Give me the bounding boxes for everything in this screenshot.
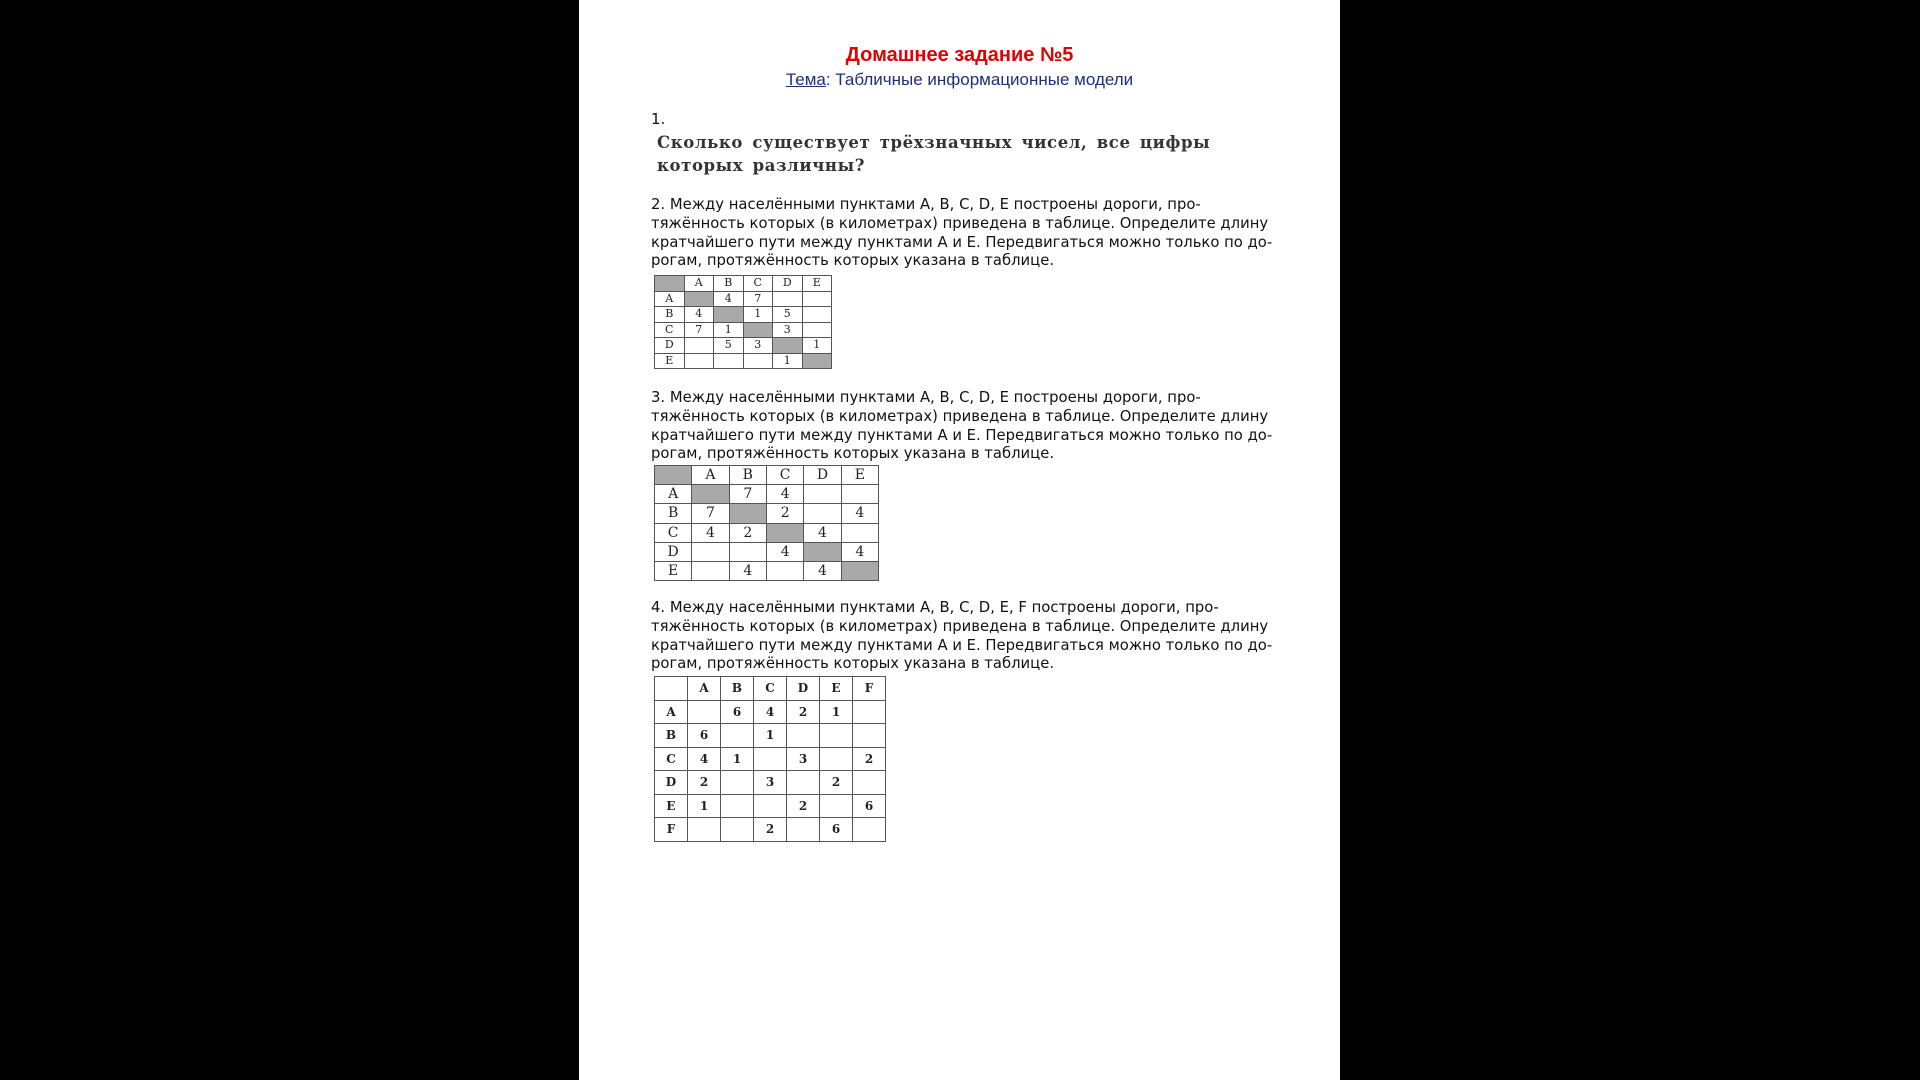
task2-line: рогам, протяжённость которых указана в таблице. — [651, 252, 1055, 270]
table-header-cell — [655, 466, 692, 485]
table-row-header: E — [655, 561, 692, 580]
task3-distance-table — [654, 465, 879, 581]
table-cell: 4 — [754, 700, 787, 724]
table-cell — [721, 818, 754, 842]
table-header-cell: A — [684, 276, 714, 292]
table-cell: 7 — [684, 322, 714, 338]
task1-text: Сколько существует трёхзначных чисел, все цифры которых различны? — [657, 133, 1211, 175]
table-cell — [684, 291, 714, 307]
table-row — [655, 724, 886, 748]
table-cell: 2 — [688, 771, 721, 795]
table-row-header: A — [655, 291, 685, 307]
table-cell — [729, 504, 766, 523]
table-row-header: A — [655, 485, 692, 504]
table-cell: 4 — [804, 523, 841, 542]
table-cell: 4 — [688, 747, 721, 771]
table-cell: 1 — [688, 794, 721, 818]
table-row-header: D — [655, 771, 688, 795]
table-cell: 1 — [743, 307, 773, 323]
table-cell: 7 — [729, 485, 766, 504]
table-cell — [820, 724, 853, 748]
table-cell: 1 — [773, 353, 803, 369]
table-row — [655, 747, 886, 771]
page-subtitle — [579, 70, 1340, 90]
table-cell — [692, 561, 729, 580]
task3-line: кратчайшего пути между пунктами A и E. Передвигаться можно только по до- — [651, 426, 1273, 444]
table-cell: 6 — [853, 794, 886, 818]
table-cell — [853, 818, 886, 842]
table-cell — [766, 561, 803, 580]
table-cell: 4 — [714, 291, 744, 307]
task2-line: 2. Между населёнными пунктами A, B, C, D, E построены дороги, про- — [651, 196, 1201, 213]
table-cell: 5 — [773, 307, 803, 323]
table-cell — [820, 794, 853, 818]
table-cell — [787, 724, 820, 748]
table-cell: 2 — [853, 747, 886, 771]
task1-number: 1. — [651, 110, 666, 128]
table-header-cell: F — [853, 677, 886, 701]
table-row-header: B — [655, 504, 692, 523]
table-cell — [754, 794, 787, 818]
subtitle-text: : Табличные информационные модели — [825, 70, 1134, 89]
table-row — [655, 338, 832, 354]
table-row — [655, 307, 832, 323]
table-cell — [787, 771, 820, 795]
table-cell: 2 — [729, 523, 766, 542]
table-cell — [729, 542, 766, 561]
table-cell — [787, 818, 820, 842]
table-cell — [773, 338, 803, 354]
table-cell — [766, 523, 803, 542]
table-row — [655, 322, 832, 338]
table-row-header: B — [655, 724, 688, 748]
table-cell — [802, 307, 832, 323]
table-cell: 4 — [692, 523, 729, 542]
task4-line: тяжённость которых (в километрах) приведена в таблице. Определите длину — [651, 617, 1269, 635]
table-cell: 5 — [714, 338, 744, 354]
table-cell: 1 — [820, 700, 853, 724]
task3-line: рогам, протяжённость которых указана в таблице. — [651, 445, 1055, 463]
table-cell — [853, 700, 886, 724]
table-row-header: C — [655, 322, 685, 338]
subtitle-label: Тема — [785, 70, 826, 89]
table-header-cell: E — [802, 276, 832, 292]
task4-distance-table — [654, 676, 886, 842]
table-cell — [853, 724, 886, 748]
table-row — [655, 700, 886, 724]
table-cell — [802, 322, 832, 338]
task4-line: 4. Между населёнными пунктами A, B, C, D, E, F построены дороги, про- — [651, 599, 1219, 616]
table-cell — [841, 561, 878, 580]
table-cell — [754, 747, 787, 771]
task3-line: тяжённость которых (в километрах) приведена в таблице. Определите длину — [651, 407, 1269, 425]
table-cell: 1 — [802, 338, 832, 354]
table-cell — [688, 700, 721, 724]
table-header-cell: D — [773, 276, 803, 292]
page-title: Домашнее задание №5 — [845, 44, 1074, 66]
table-cell: 4 — [766, 485, 803, 504]
table-row — [655, 353, 832, 369]
table-cell: 4 — [766, 542, 803, 561]
table-row-header: D — [655, 542, 692, 561]
task2-text — [651, 196, 1291, 271]
table-cell: 2 — [754, 818, 787, 842]
table-cell — [820, 747, 853, 771]
table-cell: 4 — [841, 504, 878, 523]
table-cell — [804, 542, 841, 561]
table-row — [655, 485, 879, 504]
table-cell: 3 — [743, 338, 773, 354]
task4-text — [651, 599, 1291, 674]
table-cell: 6 — [820, 818, 853, 842]
table-cell — [688, 818, 721, 842]
table-header-cell: D — [787, 677, 820, 701]
table-cell: 3 — [754, 771, 787, 795]
table-cell — [692, 485, 729, 504]
table-header-row — [655, 466, 879, 485]
table-cell: 2 — [820, 771, 853, 795]
table-cell — [841, 523, 878, 542]
task4-line: рогам, протяжённость которых указана в таблице. — [651, 655, 1055, 673]
table-row-header: A — [655, 700, 688, 724]
table-cell: 4 — [684, 307, 714, 323]
table-header-row — [655, 276, 832, 292]
table-row-header: C — [655, 523, 692, 542]
table-cell — [714, 353, 744, 369]
table-cell — [853, 771, 886, 795]
table-cell: 3 — [787, 747, 820, 771]
table-cell: 6 — [721, 700, 754, 724]
table-header-cell — [655, 677, 688, 701]
table-cell — [692, 542, 729, 561]
table-cell — [721, 794, 754, 818]
table-cell — [721, 724, 754, 748]
table-cell: 2 — [787, 700, 820, 724]
table-cell: 2 — [766, 504, 803, 523]
table-cell: 3 — [773, 322, 803, 338]
table-cell — [773, 291, 803, 307]
table-row — [655, 542, 879, 561]
table-cell — [804, 504, 841, 523]
table-cell — [684, 338, 714, 354]
table-cell — [743, 322, 773, 338]
table-cell: 7 — [692, 504, 729, 523]
table-cell: 1 — [754, 724, 787, 748]
table-header-cell: D — [804, 466, 841, 485]
task4-line: кратчайшего пути между пунктами A и E. Передвигаться можно только по до- — [651, 636, 1273, 654]
table-row — [655, 794, 886, 818]
table-cell: 1 — [721, 747, 754, 771]
table-header-cell: B — [714, 276, 744, 292]
table-cell — [684, 353, 714, 369]
table-header-cell: B — [729, 466, 766, 485]
table-row — [655, 291, 832, 307]
table-header-cell: E — [841, 466, 878, 485]
table-header-cell: C — [754, 677, 787, 701]
table-header-cell: A — [692, 466, 729, 485]
table-row — [655, 504, 879, 523]
task2-line: кратчайшего пути между пунктами A и E. Передвигаться можно только по до- — [651, 233, 1273, 251]
table-row-header: C — [655, 747, 688, 771]
table-row-header: B — [655, 307, 685, 323]
table-row — [655, 818, 886, 842]
table-row — [655, 561, 879, 580]
table-cell: 7 — [743, 291, 773, 307]
table-row-header: E — [655, 794, 688, 818]
table-cell — [714, 307, 744, 323]
table-cell: 2 — [787, 794, 820, 818]
table-cell — [721, 771, 754, 795]
table-row — [655, 771, 886, 795]
document-page — [579, 0, 1340, 1080]
table-header-row — [655, 677, 886, 701]
table-header-cell: C — [743, 276, 773, 292]
table-header-cell: A — [688, 677, 721, 701]
table-header-cell: C — [766, 466, 803, 485]
table-row-header: E — [655, 353, 685, 369]
table-row — [655, 523, 879, 542]
table-cell — [743, 353, 773, 369]
task2-distance-table — [654, 275, 832, 369]
table-cell: 1 — [714, 322, 744, 338]
table-cell: 6 — [688, 724, 721, 748]
task3-text — [651, 389, 1291, 464]
table-header-cell — [655, 276, 685, 292]
table-cell: 4 — [729, 561, 766, 580]
table-cell — [841, 485, 878, 504]
task2-line: тяжённость которых (в километрах) приведена в таблице. Определите длину — [651, 214, 1269, 232]
table-header-cell: B — [721, 677, 754, 701]
table-cell — [804, 485, 841, 504]
table-row-header: D — [655, 338, 685, 354]
table-cell — [802, 291, 832, 307]
table-cell: 4 — [804, 561, 841, 580]
table-header-cell: E — [820, 677, 853, 701]
table-cell — [802, 353, 832, 369]
table-row-header: F — [655, 818, 688, 842]
table-cell: 4 — [841, 542, 878, 561]
task3-line: 3. Между населёнными пунктами A, B, C, D, E построены дороги, про- — [651, 389, 1201, 406]
